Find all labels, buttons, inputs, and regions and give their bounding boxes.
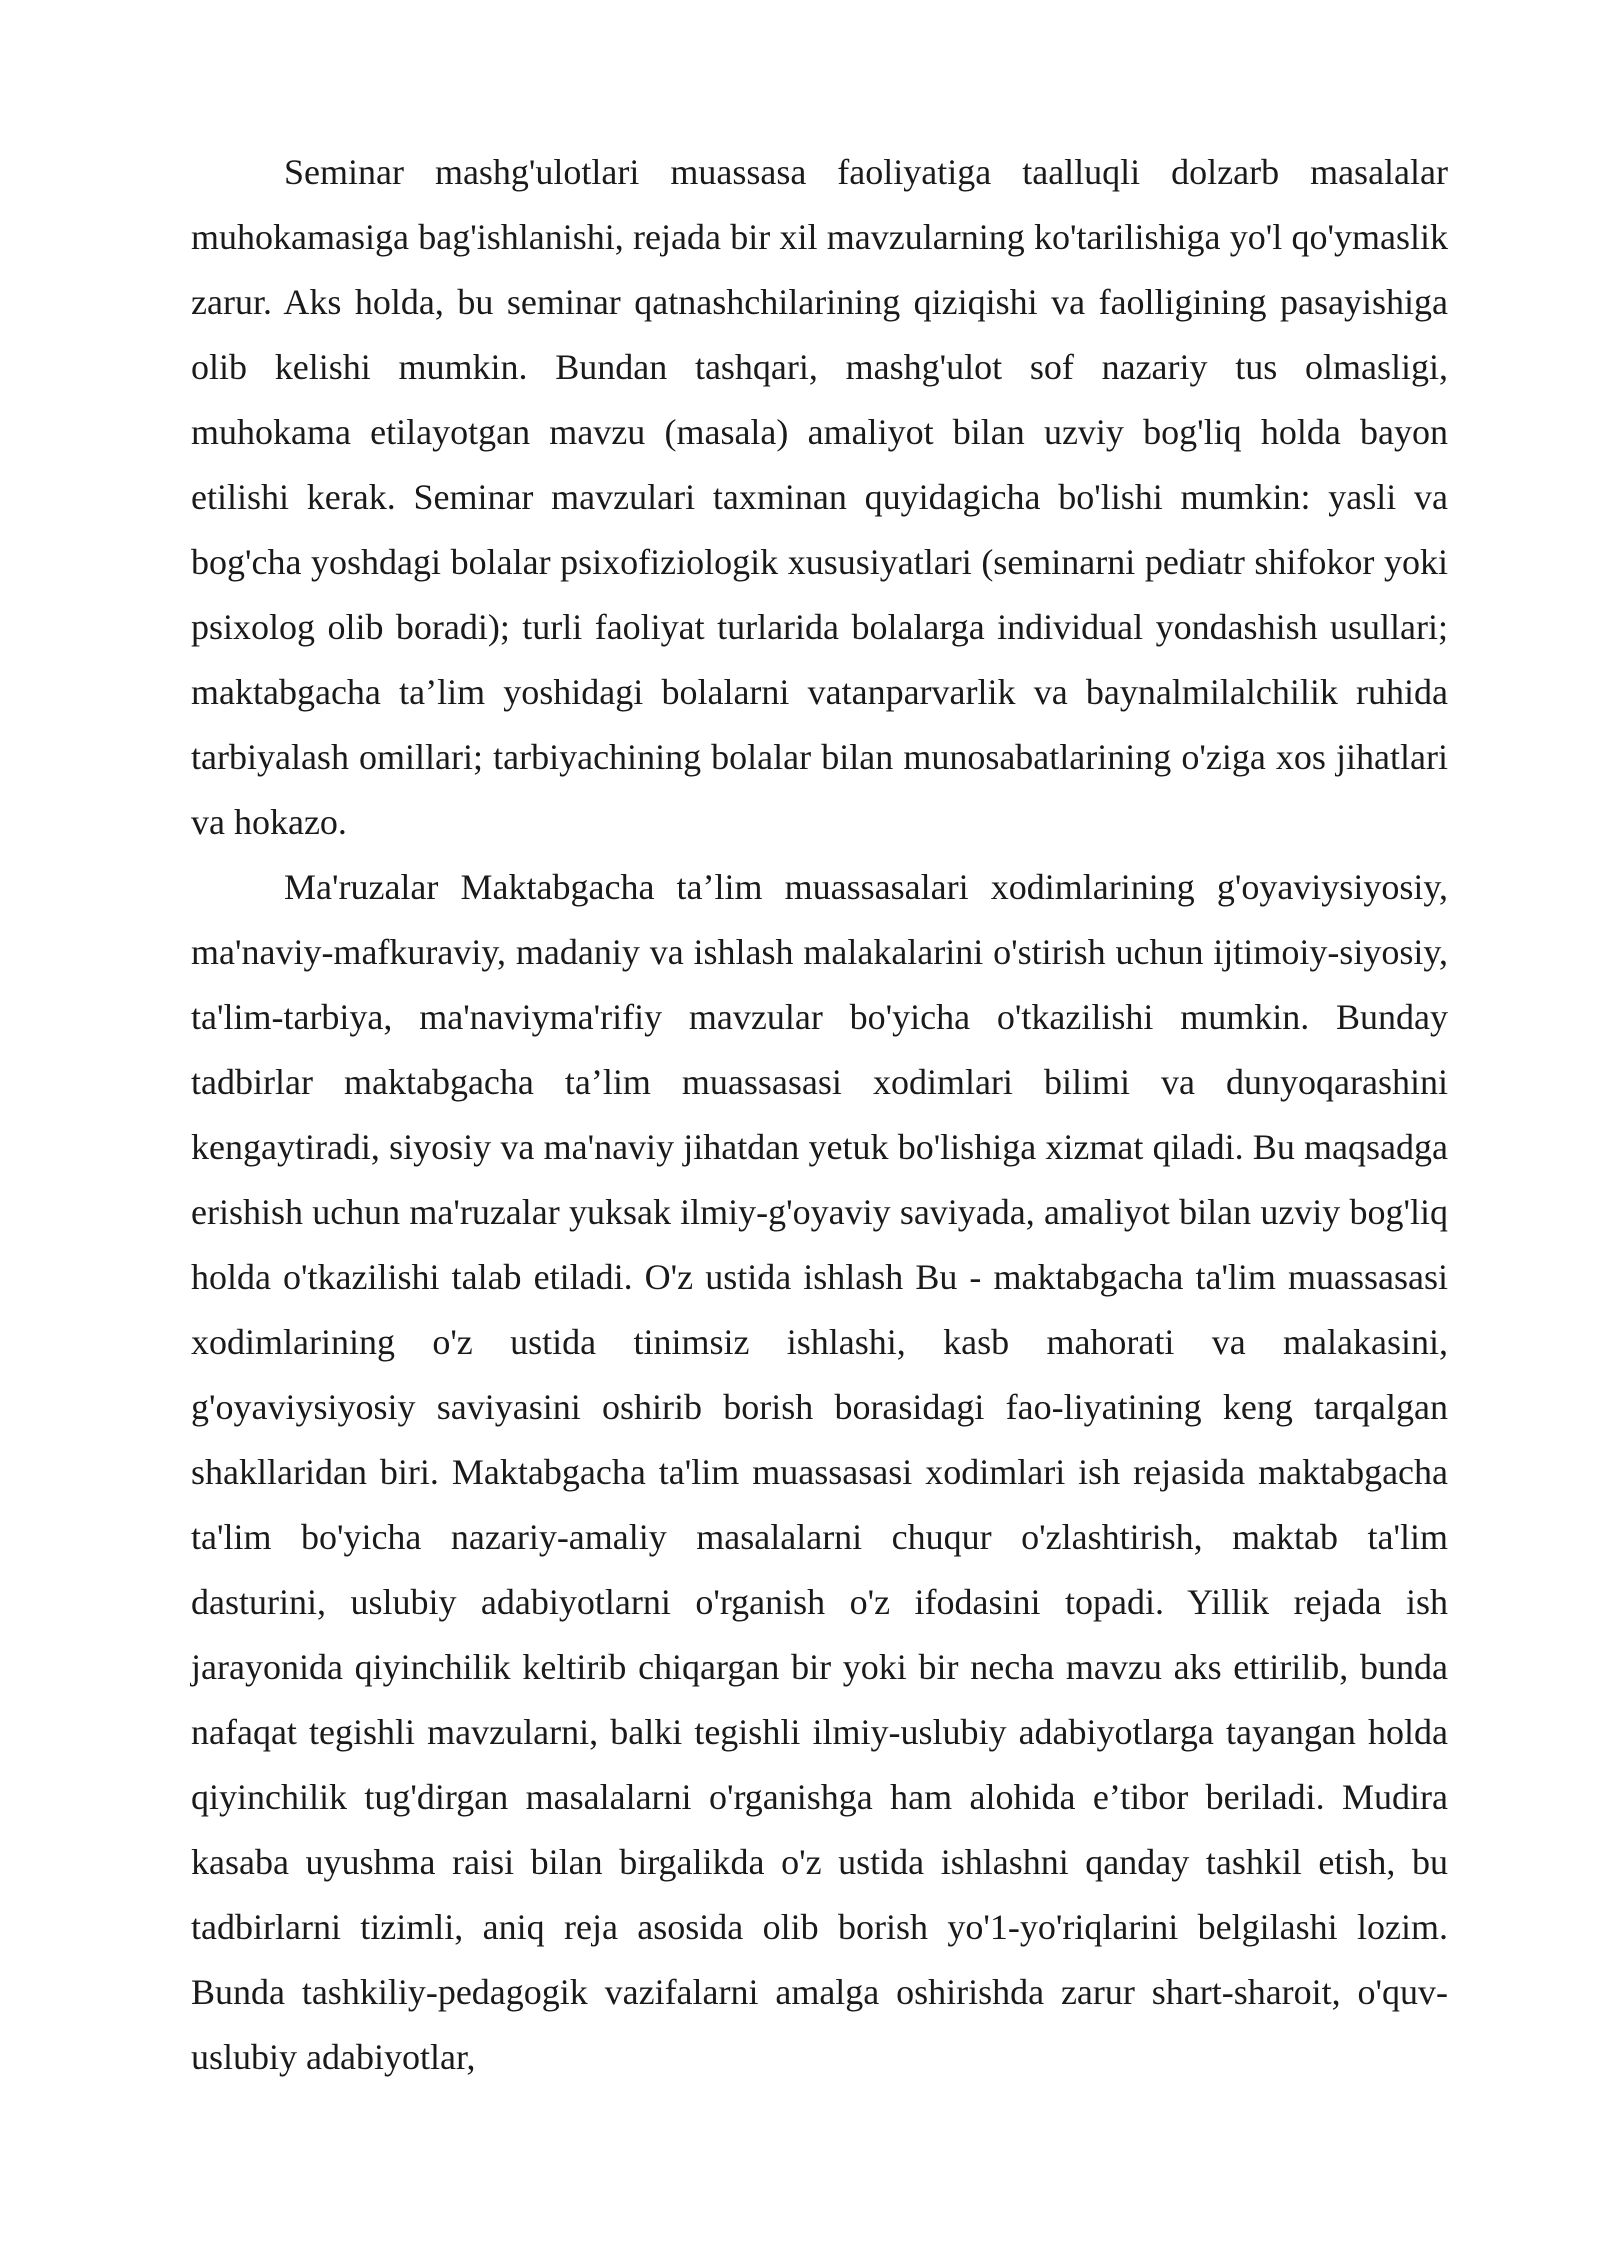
- paragraph-maruzalar: Ma'ruzalar Maktabgacha ta’lim muassasalari xodimlarining g'oyaviysiyosiy, ma'naviy-mafkuraviy, madaniy va ishlash malakalarini o'stirish uchun ijtimoiy-siyosiy, ta'lim-tarbiya, ma'naviyma'rifiy mavzular bo'yicha o'tkazilishi mumkin. Bunday tadbirlar maktabgacha ta’lim muassasasi xodimlari bilimi va dunyoqarashini kengaytiradi, siyosiy va ma'naviy jihatdan yetuk bo'lishiga xizmat qiladi. Bu maqsadga erishish uchun ma'ruzalar yuksak ilmiy-g'oyaviy saviyada, amaliyot bilan uzviy bog'liq holda o'tkazilishi talab etiladi. O'z ustida ishlash Bu - maktabgacha ta'lim muassasasi xodimlarining o'z ustida tinimsiz ishlashi, kasb mahorati va malakasini, g'oyaviysiyosiy saviyasini oshirib borish borasidagi fao-liyatining keng tarqalgan shakllaridan biri. Maktabgacha ta'lim muassasasi xodimlari ish rejasida maktabgacha ta'lim bo'yicha nazariy-amaliy masalalarni chuqur o'zlashtirish, maktab ta'lim dasturini, uslubiy adabiyotlarni o'rganish o'z ifodasini topadi. Yillik rejada ish jarayonida qiyinchilik keltirib chiqargan bir yoki bir necha mavzu aks ettirilib, bunda nafaqat tegishli mavzularni, balki tegishli ilmiy-uslubiy adabiyotlarga tayangan holda qiyinchilik tug'dirgan masalalarni o'rganishga ham alohida e’tibor beriladi. Mudira kasaba uyushma raisi bilan birgalikda o'z ustida ishlashni qanday tashkil etish, bu tadbirlarni tizimli, aniq reja asosida olib borish yo'1-yo'riqlarini belgilashi lozim. Bunda tashkiliy-pedagogik vazifalarni amalga oshirishda zarur shart-sharoit, o'quv-uslubiy adabiyotlar,: [191, 867, 1448, 2077]
- document-page: [191, 140, 1448, 2090]
- paragraph-seminar: Seminar mashg'ulotlari muassasa faoliyatiga taalluqli dolzarb masalalar muhokamasiga bag'ishlanishi, rejada bir xil mavzularning ko'tarilishiga yo'l qo'ymaslik zarur. Aks holda, bu seminar qatnashchilarining qiziqishi va faolligining pasayishiga olib kelishi mumkin. Bundan tashqari, mashg'ulot sof nazariy tus olmasligi, muhokama etilayotgan mavzu (masala) amaliyot bilan uzviy bog'liq holda bayon etilishi kerak. Seminar mavzulari taxminan quyidagicha bo'lishi mumkin: yasli va bog'cha yoshdagi bolalar psixofiziologik xususiyatlari (seminarni pediatr shifokor yoki psixolog olib boradi); turli faoliyat turlarida bolalarga individual yondashish usullari; maktabgacha ta’lim yoshidagi bolalarni vatanparvarlik va baynalmilalchilik ruhida tarbiyalash omillari; tarbiyachining bolalar bilan munosabatlarining o'ziga xos jihatlari va hokazo.: [191, 152, 1448, 842]
